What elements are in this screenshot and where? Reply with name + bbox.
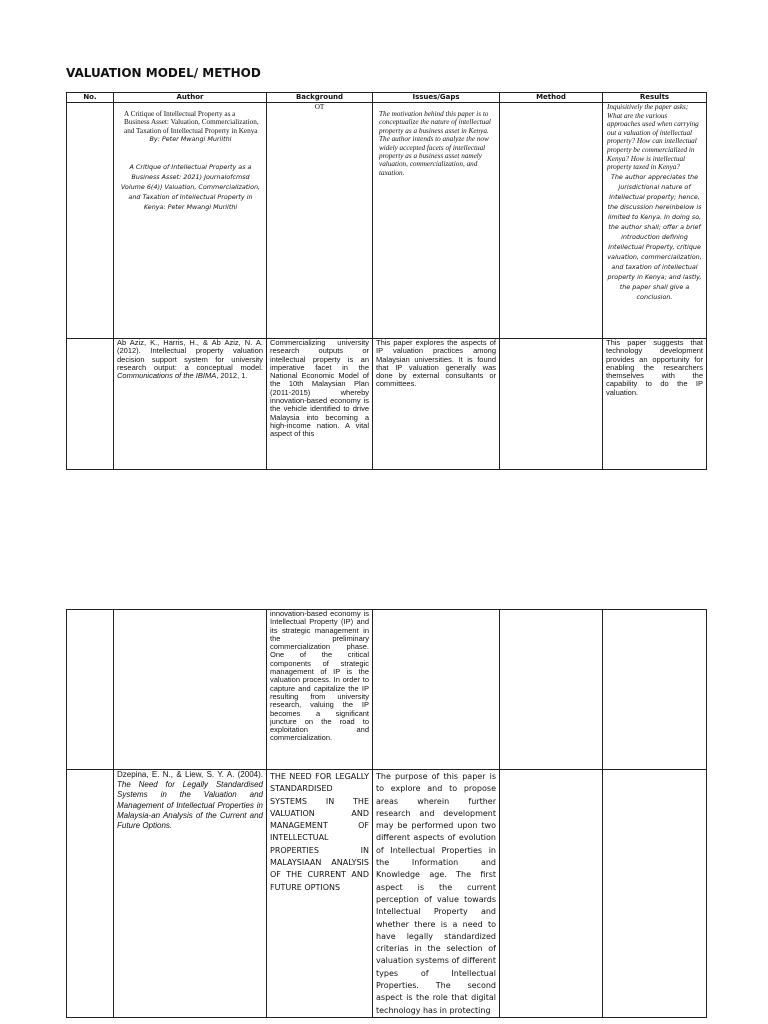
cell-issues <box>373 610 500 770</box>
author-text: Dzepina, E. N., & Liew, S. Y. A. (2004). <box>117 770 263 779</box>
cell-no <box>67 770 114 1018</box>
valuation-table-part-1 <box>66 92 707 470</box>
header-background: Background <box>267 93 373 103</box>
cell-background: Commercializing university research outputs or intellectual property is an imperative facet in the National Economic Model of the 10th Malaysian Plan (2011-2015) whereby innovation-based economy is the vehicle identified to drive Malaysia into becoming a high-income nation. A vital aspect of this <box>267 339 373 470</box>
cell-background: innovation-based economy is Intellectual Property (IP) and its strategic management in the preliminary commercialization phase. One of the critical components of strategic management of IP is the valuation process. In order to capture and capitalize the IP resulting from university research, valuing the IP becomes a significant juncture on the road to exploitation and commercialization. <box>267 610 373 770</box>
author-journal-rest: , 2012, 1. <box>216 371 248 381</box>
table-row <box>67 610 707 770</box>
header-results: Results <box>603 93 707 103</box>
cell-method <box>500 770 603 1018</box>
cell-author <box>114 339 267 470</box>
header-no: No. <box>67 93 114 103</box>
cell-results <box>603 770 707 1018</box>
author-paper-title: The Need for Legally Standardised Systems in the Valuation and Management of Intellectual Properties in Malaysia-an Analysis of the Current and Future Options. <box>117 780 263 831</box>
cell-author <box>114 103 267 339</box>
header-method: Method <box>500 93 603 103</box>
cell-author <box>114 770 267 1018</box>
cell-issues: The motivation behind this paper is to conceptualize the nature of intellectual property as a business asset in Kenya. The author intends to analyze the now widely accepted facets of intellectual property as a business asset namely valuation, commercialization, and taxation. <box>373 103 500 339</box>
cell-issues: The purpose of this paper is to explore and to propose areas wherein further research and development may be performed upon two different aspects of evolution of Intellectual Properties in the Information and Knowledge age. The first aspect is the current perception of value towards Intellectual Property and whether there is a need to have legally standardized criterias in the selection of valuation systems of different types of Intellectual Properties. The second aspect is the role that digital technology has in protecting <box>373 770 500 1018</box>
cell-no <box>67 610 114 770</box>
table-row <box>67 770 707 1018</box>
results-questions: Inquisitively the paper asks; What are the various approaches used when carrying out a valuation of intellectual property? How can intellectual property be commercialized in Kenya? How is intellectual property taxed in Kenya? <box>607 103 699 172</box>
cell-method <box>500 339 603 470</box>
author-journal: Communications of the IBIMA <box>117 371 217 381</box>
results-body: The author appreciates the jurisdictional nature of intellectual property; hence, the discussion hereinbelow is limited to Kenya. In doing so, the author shall; offer a brief introduction defining Intellectual Property, critique valuation, commercialization, and taxation of intellectual property in Kenya; and lastly, the paper shall give a conclusion. <box>607 172 702 301</box>
table-row <box>67 103 707 339</box>
cell-method <box>500 610 603 770</box>
valuation-table-part-2 <box>66 609 707 1018</box>
cell-method <box>500 103 603 339</box>
header-author: Author <box>114 93 267 103</box>
table-header-row <box>67 93 707 103</box>
cell-background: THE NEED FOR LEGALLY STANDARDISED SYSTEMS IN THE VALUATION AND MANAGEMENT OF INTELLECTUAL PROPERTIES IN MALAYSIAAN ANALYSIS OF THE CURRENT AND FUTURE OPTIONS <box>267 770 373 1018</box>
author-text: Ab Aziz, K., Harris, H., & Ab Aziz, N. A. (2012). Intellectual property valuation decision support system for university research output: a conceptual model. <box>117 338 263 372</box>
author-citation: A Critique of Intellectual Property as a Business Asset: 2021) Journalofcmsd Volume 6(4)) Valuation, Commercialization, and Taxation of Intellectual Property in Kenya: Peter Mwangi Muriithi <box>120 163 261 212</box>
cell-author <box>114 610 267 770</box>
cell-no <box>67 339 114 470</box>
cell-results <box>603 610 707 770</box>
header-issues-gaps: Issues/Gaps <box>373 93 500 103</box>
cell-no <box>67 103 114 339</box>
cell-results: This paper suggests that technology development provides an opportunity for enabling the researchers themselves with the capability to do the IP valuation. <box>603 339 707 470</box>
cell-issues: This paper explores the aspects of IP valuation practices among Malaysian universities. It is found that IP valuation generally was done by external consultants or committees. <box>373 339 500 470</box>
author-byline: By: Peter Mwangi Muriithi <box>149 135 232 144</box>
cell-background: OT <box>267 103 373 339</box>
page-title: VALUATION MODEL/ METHOD <box>66 66 261 80</box>
table-row <box>67 339 707 470</box>
cell-results <box>603 103 707 339</box>
author-paper-title: A Critique of Intellectual Property as a Business Asset: Valuation, Commercialization, and Taxation of Intellectual Property in Kenya <box>124 110 259 135</box>
